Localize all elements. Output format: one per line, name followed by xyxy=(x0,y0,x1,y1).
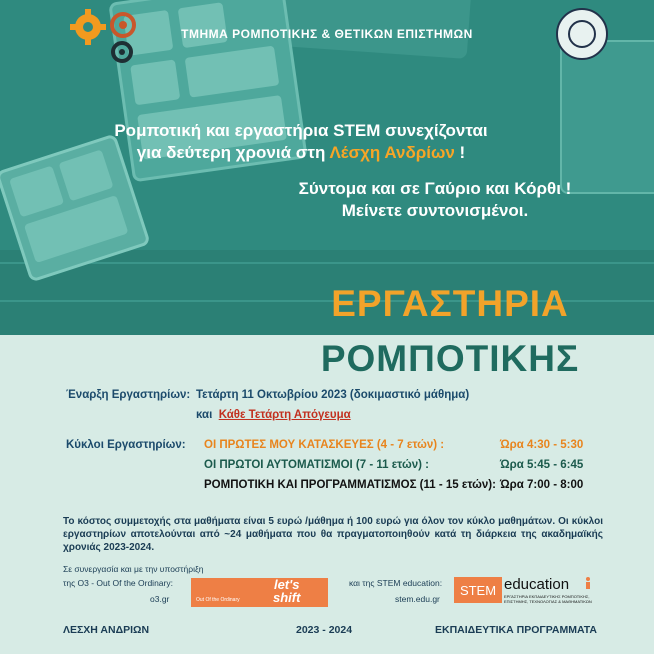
person-icon xyxy=(584,577,592,589)
club-name-accent: Λέσχη Ανδρίων xyxy=(329,143,455,162)
cost-paragraph: Το κόστος συμμετοχής στα μαθήματα είναι 5 ευρώ /μάθημα ή 100 ευρώ για όλον τον κύκλο μαθημάτων. Οι κύκλοι εργαστηρίων αποτελούνται από ~24 μαθήματα που θα πραγματοποιηθούν κατά τη διάρκεια της ακαδημαϊκής χρονιάς 2023-2024. xyxy=(63,516,603,553)
department-title: ΤΜΗΜΑ ΡΟΜΠΟΤΙΚΗΣ & ΘΕΤΙΚΩΝ ΕΠΙΣΤΗΜΩΝ xyxy=(181,27,473,41)
start-label: Έναρξη Εργαστηρίων: xyxy=(66,389,191,401)
headline xyxy=(66,120,536,164)
partner-intro: Σε συνεργασία και με την υποστήριξη xyxy=(63,564,204,574)
main-title-line1: ΕΡΓΑΣΤΗΡΙΑ xyxy=(331,283,569,324)
floor-seam xyxy=(0,262,654,264)
stem-logo: STEM education ΕΡΓΑΣΤΗΡΙΑ ΕΚΠΑΙΔΕΥΤΙΚΗΣ ΡΟΜΠΟΤΙΚΗΣ, ΕΠΙΣΤΗΜΗΣ, ΤΕΧΝΟΛΟΓΙΑΣ & ΜΑΘΗΜΑΤΙΚΩΝ xyxy=(454,577,604,607)
announcement-line2: Μείνετε συντονισμένοι. xyxy=(341,201,529,220)
footer-club: ΛΕΣΧΗ ΑΝΔΡΙΩΝ xyxy=(63,624,150,636)
o3-url[interactable]: o3.gr xyxy=(150,594,170,604)
cycle-name: ΡΟΜΠΟΤΙΚΗ ΚΑΙ ΠΡΟΓΡΑΜΜΑΤΙΣΜΟΣ (11 - 15 ετών): xyxy=(204,479,496,491)
footer-year: 2023 - 2024 xyxy=(296,624,353,636)
cycle-name: ΟΙ ΠΡΩΤΕΣ ΜΟΥ ΚΑΤΑΣΚΕΥΕΣ (4 - 7 ετών) : xyxy=(204,439,445,451)
o3-logo: Out Of the Ordinary let's shift xyxy=(191,578,328,607)
footer-programs: ΕΚΠΑΙΔΕΥΤΙΚΑ ΠΡΟΓΡΑΜΜΑΤΑ xyxy=(435,624,597,636)
cycle-name: ΟΙ ΠΡΩΤΟΙ ΑΥΤΟΜΑΤΙΣΜΟΙ (7 - 11 ετών) : xyxy=(204,459,429,471)
start-value: Τετάρτη 11 Οκτωβρίου 2023 (δοκιμαστικό μάθημα) xyxy=(196,389,470,401)
announcement-line1: Σύντομα και σε Γαύριο και Κόρθι ! xyxy=(298,179,572,198)
main-title-line2: ΡΟΜΠΟΤΙΚΗΣ xyxy=(320,338,580,379)
cycle-time: Ώρα 4:30 - 5:30 xyxy=(500,439,584,451)
cycles-label: Κύκλοι Εργαστηρίων: xyxy=(66,439,186,451)
headline-line1: Ρομποτική και εργαστήρια STEM συνεχίζονται xyxy=(114,121,488,140)
recurrence-value: Κάθε Τετάρτη Απόγευμα xyxy=(218,409,351,421)
robot-model xyxy=(560,40,654,194)
headline-line2: για δεύτερη χρονιά στη Λέσχη Ανδρίων ! xyxy=(136,143,466,162)
club-seal-icon xyxy=(556,8,608,60)
cycle-time: Ώρα 7:00 - 8:00 xyxy=(500,479,584,491)
cycle-time: Ώρα 5:45 - 6:45 xyxy=(500,459,584,471)
partner-o3-intro: της Ο3 - Out Of the Ordinary: xyxy=(63,578,173,588)
announcement xyxy=(250,178,620,222)
stem-url[interactable]: stem.edu.gr xyxy=(395,594,440,604)
partner-stem-intro: και της STEM education: xyxy=(349,578,443,588)
recurrence: και Κάθε Τετάρτη Απόγευμα xyxy=(196,409,351,421)
